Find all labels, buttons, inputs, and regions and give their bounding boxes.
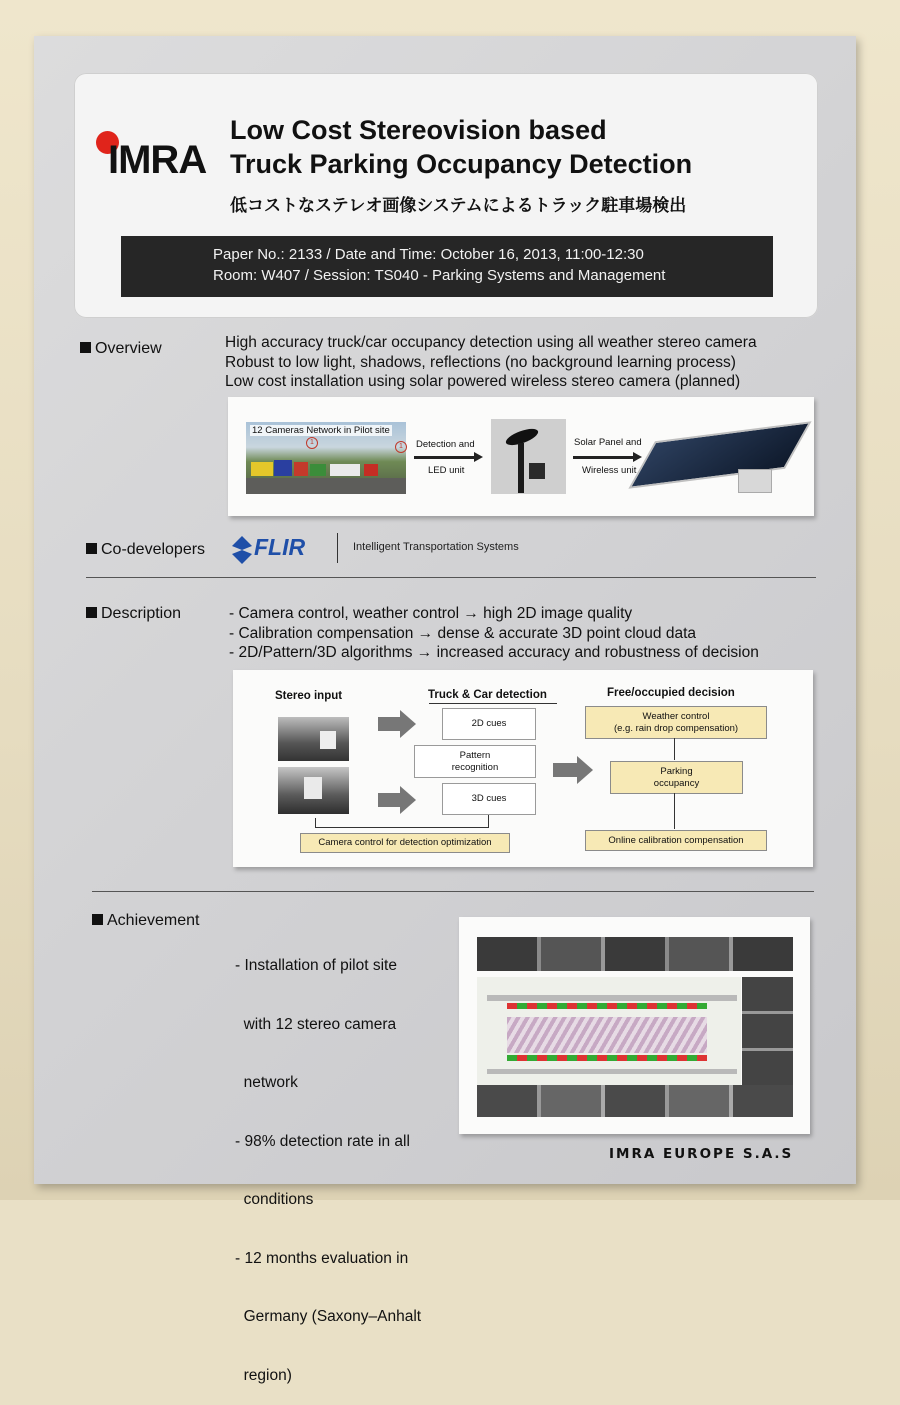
arrow2-label-bottom: Wireless unit <box>582 465 637 476</box>
description-text <box>229 604 759 663</box>
camera-thumbnails-side <box>742 977 793 1087</box>
description-label: Description <box>86 605 181 623</box>
online-calibration-box: Online calibration compensation <box>585 830 767 851</box>
arrow1-label-top: Detection and <box>416 439 475 450</box>
achievement-line: network <box>235 1074 298 1091</box>
camera-thumbnails-top <box>477 937 793 971</box>
detection-unit-photo <box>491 419 566 494</box>
flir-logo-icon <box>232 536 252 562</box>
achievement-line: - 12 months evaluation in <box>235 1249 409 1267</box>
wireless-unit-box <box>738 469 772 493</box>
2d-cues-box: 2D cues <box>442 708 536 740</box>
overview-label: Overview <box>80 340 162 358</box>
achievement-line: - Installation of pilot site <box>235 957 397 974</box>
bullet-square-icon <box>86 607 97 618</box>
weather-control-box: Weather control (e.g. rain drop compensation) <box>585 706 767 739</box>
achievement-line: conditions <box>235 1191 314 1208</box>
overview-text <box>225 333 757 392</box>
paper-info-line-2: Room: W407 / Session: TS040 - Parking Systems and Management <box>213 267 666 284</box>
pilot-site-map-figure <box>459 917 810 1134</box>
description-line: - Calibration compensation → dense & accurate 3D point cloud data <box>229 624 696 642</box>
3d-cues-box: 3D cues <box>442 783 536 815</box>
title-line-1: Low Cost Stereovision based <box>230 115 607 145</box>
achievement-line: region) <box>235 1366 292 1384</box>
camera-thumbnails-bottom <box>477 1085 793 1117</box>
decision-title: Free/occupied decision <box>607 687 735 699</box>
solar-panel-image <box>628 421 811 489</box>
overview-line: Low cost installation using solar powered wireless stereo camera (planned) <box>225 373 741 390</box>
pilot-site-caption: 12 Cameras Network in Pilot site <box>252 425 390 436</box>
description-line: - 2D/Pattern/3D algorithms → increased accuracy and robustness of decision <box>229 644 759 661</box>
achievement-line: Germany (Saxony–Anhalt <box>235 1308 422 1325</box>
overview-figure <box>228 397 814 516</box>
achievement-label: Achievement <box>92 912 200 930</box>
achievement-line: with 12 stereo camera <box>235 1015 397 1033</box>
stereo-image-bottom <box>278 767 349 814</box>
arrow-right-icon <box>573 456 635 459</box>
detection-title: Truck & Car detection <box>428 689 547 701</box>
section-divider <box>92 891 814 892</box>
camera-marker: 1 <box>306 437 318 449</box>
gray-arrow-icon <box>378 717 400 731</box>
stereo-input-title: Stereo input <box>275 690 343 702</box>
footer-company: IMRA EUROPE S.A.S <box>609 1146 794 1162</box>
flir-division: Intelligent Transportation Systems <box>353 541 519 553</box>
bullet-square-icon <box>92 914 103 925</box>
gray-arrow-icon <box>378 793 400 807</box>
paper-info-bar <box>121 236 773 297</box>
overview-line: Robust to low light, shadows, reflections (no background learning process) <box>225 353 736 371</box>
imra-logo: IMRA <box>108 138 207 182</box>
overview-line: High accuracy truck/car occupancy detection using all weather stereo camera <box>225 334 757 351</box>
flir-logo-text: FLIR <box>254 534 306 560</box>
title-line-2: Truck Parking Occupancy Detection <box>230 149 693 179</box>
section-divider <box>86 577 816 578</box>
camera-control-box: Camera control for detection optimization <box>300 833 510 853</box>
arrow-up-icon <box>674 793 675 829</box>
pattern-recognition-box: Pattern recognition <box>414 745 536 778</box>
arrow-down-icon <box>674 738 675 760</box>
parking-map <box>477 977 741 1087</box>
stereo-image-top <box>278 717 349 761</box>
logo-divider <box>337 533 338 563</box>
achievement-text <box>235 917 421 1405</box>
arrow2-label-top: Solar Panel and <box>574 437 642 448</box>
description-line: - Camera control, weather control → high 2D image quality <box>229 605 633 622</box>
camera-marker: 1 <box>395 441 407 453</box>
paper-info-line-1: Paper No.: 2133 / Date and Time: October 16, 2013, 11:00-12:30 <box>213 246 644 263</box>
achievement-line: - 98% detection rate in all <box>235 1132 410 1150</box>
pipeline-diagram <box>233 670 813 867</box>
title-japanese: 低コストなステレオ画像システムによるトラック駐車場検出 <box>230 196 687 216</box>
codevelopers-label: Co-developers <box>86 541 205 559</box>
arrow-right-icon <box>414 456 476 459</box>
arrow1-label-bottom: LED unit <box>428 465 465 476</box>
parking-occupancy-box: Parking occupancy <box>610 761 743 794</box>
bullet-square-icon <box>80 342 91 353</box>
bullet-square-icon <box>86 543 97 554</box>
poster-title <box>230 113 692 181</box>
gray-arrow-icon <box>553 763 577 777</box>
